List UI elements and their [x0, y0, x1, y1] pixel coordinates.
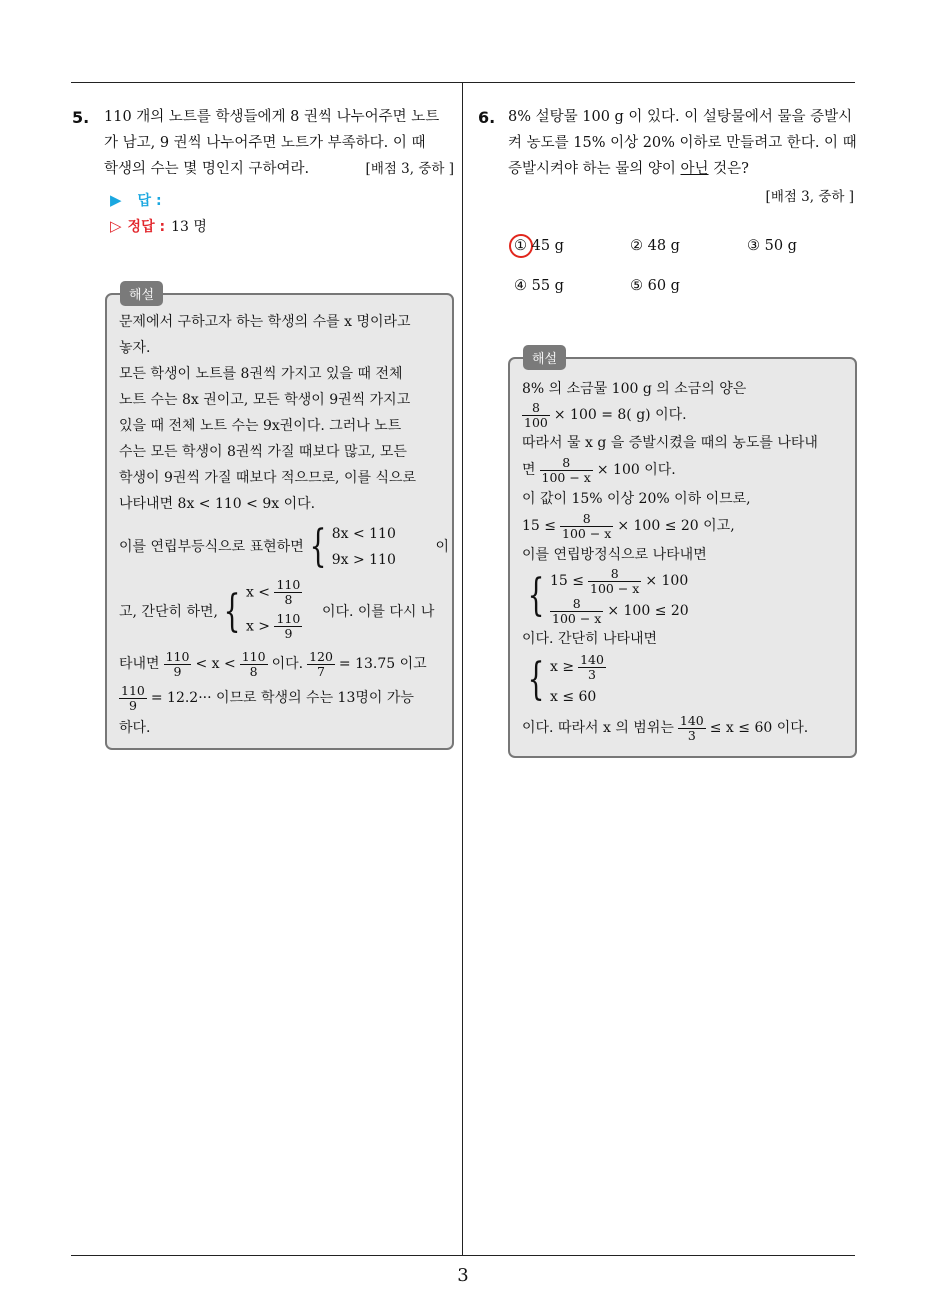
fraction	[307, 650, 335, 679]
numerator: 110	[241, 648, 266, 664]
numerator: 110	[165, 648, 190, 664]
solution-text: 이다. 이를 다시 나	[321, 604, 435, 620]
solution-text: = 13.75 이고	[338, 656, 427, 672]
correct-answer-row	[110, 216, 207, 236]
math: x >	[245, 618, 271, 635]
inequality	[246, 612, 316, 646]
solution-text: 이다. 따라서 x 의 범위는	[522, 720, 674, 736]
question-6-text	[508, 104, 858, 182]
solution-line: 수는 모든 학생이 8권씩 가질 때보다 많고, 모든	[119, 444, 407, 460]
fraction	[164, 650, 192, 679]
underlined-word: 아닌	[680, 161, 709, 177]
solution-text: = 12.2··· 이므로 학생의 수는 13명이 가능	[150, 690, 414, 706]
solution-text: 면	[522, 462, 536, 478]
solution-line-fraction	[522, 711, 852, 745]
bottom-rule	[71, 1255, 855, 1256]
fraction	[588, 567, 641, 596]
solution-line: 따라서 물 x g 을 증발시켰을 때의 농도를 나타내	[522, 435, 818, 451]
solution-text: × 100 ≤ 20 이고,	[617, 518, 735, 534]
equation	[550, 566, 689, 596]
solution-line: 있을 때 전체 노트 수는 9x권이다. 그러나 노트	[119, 418, 402, 434]
numerator: 110	[276, 611, 301, 626]
left-brace: {	[223, 586, 241, 637]
numerator: 110	[276, 577, 301, 592]
inequality: x ≤ 60	[550, 689, 597, 705]
solution-line-system2	[119, 577, 449, 647]
outline-triangle-icon: ▷	[110, 217, 122, 235]
numerator: 110	[121, 682, 145, 698]
solution-line: 8% 의 소금물 100 g 의 소금의 양은	[522, 381, 747, 397]
solution-line-system1	[119, 517, 449, 577]
equation-system	[550, 566, 689, 626]
math: × 100 ≤ 20	[607, 603, 689, 619]
solution-line: 이다. 간단히 나타내면	[522, 631, 658, 647]
fraction	[560, 512, 613, 541]
solution-line-fraction	[522, 509, 852, 543]
inequality: 8x < 110	[331, 526, 396, 542]
numerator: 8	[522, 401, 550, 416]
solution-line-fractions	[119, 647, 449, 681]
solution-body-q6	[522, 377, 852, 745]
numerator: 140	[679, 712, 704, 728]
inequality-system	[550, 650, 606, 710]
numerator: 8	[550, 597, 603, 612]
denominator: 100 − x	[562, 525, 612, 541]
left-brace: {	[527, 570, 545, 621]
solution-line: 학생이 9권씩 가질 때보다 적으므로, 이를 식으로	[119, 470, 417, 486]
solution-line-fraction	[522, 399, 852, 431]
solution-text: ≤ x ≤ 60 이다.	[709, 720, 809, 736]
solution-text: 고, 간단히 하면,	[119, 604, 218, 620]
solution-line: 모든 학생이 노트를 8권씩 가지고 있을 때 전체	[119, 366, 403, 382]
solution-line: 놓자.	[119, 340, 151, 356]
numerator: 8	[588, 567, 641, 582]
denominator: 100 − x	[541, 469, 591, 485]
question-6-score: [배점 3, 중하 ]	[765, 189, 854, 205]
inequality	[246, 578, 316, 612]
denominator: 7	[317, 663, 325, 679]
question-6-line	[508, 156, 858, 182]
fraction	[240, 650, 268, 679]
column-divider	[462, 82, 463, 1256]
denominator: 100 − x	[590, 580, 640, 596]
denominator: 9	[284, 626, 293, 641]
fraction	[540, 456, 593, 485]
inequality-system	[246, 578, 316, 646]
fraction	[522, 401, 550, 430]
inequality	[550, 650, 606, 684]
question-6-line: 켜 농도를 15% 이상 20% 이하로 만들려고 한다. 이 때	[508, 135, 857, 151]
fraction	[119, 684, 147, 713]
solution-line: 나타내면 8x < 110 < 9x 이다.	[119, 496, 316, 512]
numerator: 8	[560, 512, 613, 527]
left-brace: {	[309, 521, 327, 572]
inequality-system	[332, 521, 432, 573]
numerator: 140	[580, 651, 604, 667]
solution-line-system	[522, 649, 852, 711]
inequality: 9x > 110	[331, 552, 396, 568]
denominator: 8	[284, 592, 293, 607]
denominator: 100 − x	[552, 610, 602, 626]
math: 15 ≤	[550, 573, 584, 589]
question-5-line: 가 남고, 9 권씩 나누어주면 노트가 부족하다. 이 때	[104, 135, 426, 151]
solution-tag-q5: 해설	[120, 281, 163, 306]
question-5-score: [배점 3, 중하 ]	[365, 161, 454, 177]
answer-label: 답 :	[137, 193, 162, 209]
solution-line: 노트 수는 8x 권이고, 모든 학생이 9권씩 가지고	[119, 392, 411, 408]
answer-row	[110, 190, 162, 210]
question-5-line: 학생의 수는 몇 명인지 구하여라.	[104, 161, 310, 177]
question-text: 것은?	[708, 161, 749, 177]
question-6-line: 8% 설탕물 100 g 이 있다. 이 설탕물에서 물을 증발시	[508, 109, 853, 125]
denominator: 3	[588, 666, 596, 682]
denominator: 3	[687, 727, 696, 743]
play-triangle-icon: ▶	[110, 191, 122, 209]
fraction	[274, 612, 302, 641]
solution-text: × 100 = 8( g) 이다.	[553, 407, 687, 423]
solution-text: 이다.	[271, 656, 304, 672]
denominator: 9	[128, 697, 137, 713]
numerator: 8	[540, 456, 593, 471]
denominator: 100	[524, 414, 548, 430]
solution-text: 이	[435, 539, 449, 555]
solution-text: × 100 이다.	[596, 462, 676, 478]
fraction	[578, 653, 606, 682]
question-5-line: 110 개의 노트를 학생들에게 8 권씩 나누어주면 노트	[104, 109, 440, 125]
choice-3[interactable]: ③ 50 g	[747, 238, 797, 254]
solution-line: 하다.	[119, 720, 151, 736]
solution-line: 이를 연립방정식으로 나타내면	[522, 547, 707, 563]
choice-4[interactable]: ④ 55 g	[514, 278, 564, 294]
math: × 100	[645, 573, 689, 589]
numerator: 120	[309, 648, 333, 664]
solution-line-fractions	[119, 681, 449, 715]
equation	[550, 596, 689, 626]
solution-text: 이를 연립부등식으로 표현하면	[119, 539, 304, 555]
solution-line-fraction	[522, 453, 852, 487]
top-rule	[71, 82, 855, 83]
fraction	[550, 597, 603, 626]
solution-tag-q6: 해설	[523, 345, 566, 370]
solution-text: 타내면	[119, 656, 160, 672]
solution-line: 문제에서 구하고자 하는 학생의 수를 x 명이라고	[119, 314, 411, 330]
correct-value: 13 명	[171, 219, 207, 235]
solution-box-q6	[508, 357, 857, 758]
choice-2[interactable]: ② 48 g	[630, 238, 680, 254]
page-number: 3	[457, 1265, 469, 1286]
math: x <	[245, 584, 271, 601]
question-text: 증발시켜야 하는 물의 양이	[508, 161, 681, 177]
question-6-number: 6.	[478, 108, 496, 127]
left-brace: {	[527, 654, 545, 705]
solution-box-q5	[105, 293, 454, 750]
solution-line-system	[522, 565, 852, 627]
denominator: 8	[249, 663, 258, 679]
solution-text: < x <	[195, 656, 236, 672]
fraction	[678, 714, 706, 743]
solution-line: 이 값이 15% 이상 20% 이하 이므로,	[522, 491, 751, 507]
solution-text: 15 ≤	[522, 518, 556, 534]
solution-body-q5	[119, 309, 449, 741]
correct-label: 정답 :	[127, 219, 166, 235]
question-5-number: 5.	[72, 108, 90, 127]
choice-1[interactable]: ① 45 g	[514, 238, 564, 254]
choice-5[interactable]: ⑤ 60 g	[630, 278, 680, 294]
math: x ≥	[550, 659, 575, 675]
denominator: 9	[173, 663, 182, 679]
fraction	[274, 578, 302, 607]
